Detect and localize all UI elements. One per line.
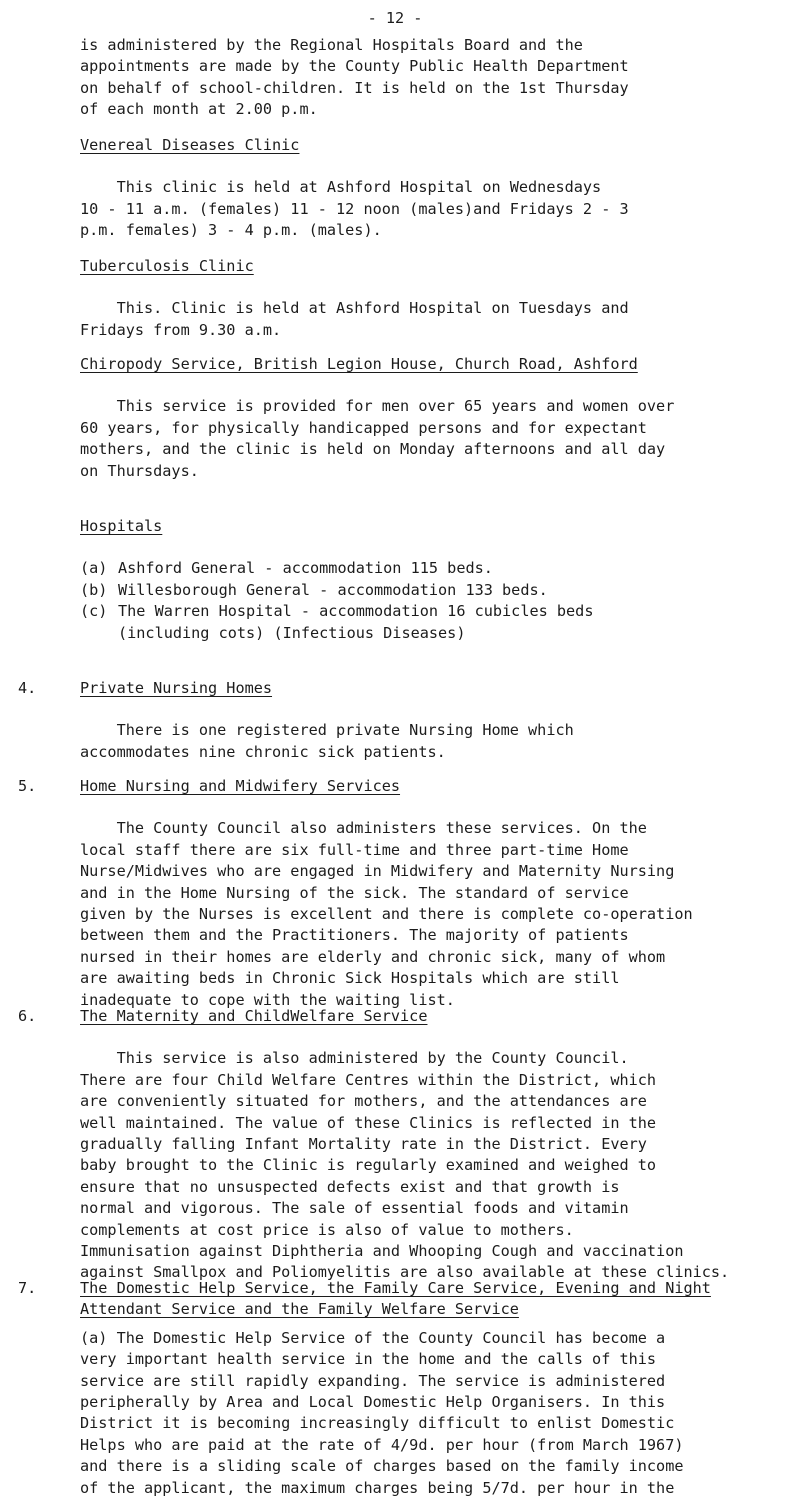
list-item — [80, 558, 780, 579]
item-continuation: (including cots) (Infectious Diseases) — [118, 623, 466, 642]
private-nursing-section — [80, 678, 780, 763]
paragraph-line: peripherally by Area and Local Domestic Help Organisers. In this — [80, 1393, 666, 1412]
paragraph-line: District it is becoming increasingly difficult to enlist Domestic — [80, 1414, 675, 1433]
paragraph-line: complements at cost price is also of value to mothers. — [80, 1220, 574, 1239]
paragraph-line: There are four Child Welfare Centres within the District, which — [80, 1070, 657, 1089]
paragraph-line: p.m. females) 3 - 4 p.m. (males). — [80, 221, 382, 240]
paragraph-line: This service is also administered by the County Council. — [80, 1049, 629, 1068]
intro-line: on behalf of school-children. It is held on the 1st Thursday — [80, 78, 629, 97]
paragraph-line: and in the Home Nursing of the sick. The standard of service — [80, 883, 629, 902]
paragraph-line: gradually falling Infant Mortality rate in the District. Every — [80, 1135, 647, 1154]
section-heading: The Maternity and ChildWelfare Service — [80, 1007, 428, 1025]
paragraph-line: nursed in their homes are elderly and chronic sick, many of whom — [80, 947, 666, 966]
paragraph-line: ensure that no unsuspected defects exist and that growth is — [80, 1177, 620, 1196]
section-heading: Tuberculosis Clinic — [80, 257, 254, 275]
domestic-help-section — [80, 1278, 780, 1499]
vd-section — [80, 135, 780, 242]
paragraph-line: This clinic is held at Ashford Hospital on Wednesdays — [80, 178, 602, 197]
section-number: 5. — [18, 777, 37, 795]
item-text: Willesborough General - accommodation 133 beds. — [118, 580, 548, 599]
paragraph-line: Immunisation against Diphtheria and Whooping Cough and vaccination — [80, 1242, 684, 1261]
section-number: 6. — [18, 1007, 37, 1025]
paragraph-line: against Smallpox and Poliomyelitis are also available at these clinics. — [80, 1263, 730, 1282]
section-heading: Attendant Service and the Family Welfare Service — [80, 1300, 519, 1319]
section-heading: The Domestic Help Service, the Family Care Service, Evening and Night — [80, 1279, 711, 1297]
hospital-list — [80, 558, 780, 644]
section-heading: Venereal Diseases Clinic — [80, 136, 300, 154]
list-item — [80, 580, 780, 601]
paragraph-line: normal and vigorous. The sale of essential foods and vitamin — [80, 1199, 629, 1218]
paragraph-line: very important health service in the home and the calls of this — [80, 1350, 657, 1369]
paragraph-line: accommodates nine chronic sick patients. — [80, 742, 446, 761]
paragraph-line: This service is provided for men over 65 years and women over — [80, 397, 675, 416]
intro-line: is administered by the Regional Hospitals Board and the — [80, 36, 583, 54]
paragraph-line: This. Clinic is held at Ashford Hospital on Tuesdays and — [80, 299, 629, 318]
section-heading: Private Nursing Homes — [80, 679, 273, 697]
paragraph-line: well maintained. The value of these Clinics is reflected in the — [80, 1113, 657, 1132]
item-label: (b) — [80, 580, 108, 599]
item-text: Ashford General - accommodation 115 beds. — [118, 559, 493, 578]
paragraph-line: on Thursdays. — [80, 461, 199, 480]
tb-section — [80, 256, 780, 341]
paragraph-line: are awaiting beds in Chronic Sick Hospitals which are still — [80, 969, 620, 988]
item-text: The Warren Hospital - accommodation 16 cubicles beds — [118, 602, 594, 621]
hospitals-section — [80, 516, 780, 644]
paragraph-line: The County Council also administers these services. On the — [80, 819, 647, 838]
page-number: - 12 - — [367, 9, 423, 27]
paragraph-line: There is one registered private Nursing Home which — [80, 721, 574, 740]
paragraph-line: Fridays from 9.30 a.m. — [80, 320, 282, 339]
paragraph-line: local staff there are six full-time and three part-time Home — [80, 840, 629, 859]
paragraph-line: baby brought to the Clinic is regularly examined and weighed to — [80, 1156, 657, 1175]
paragraph-line: are conveniently situated for mothers, and the attendances are — [80, 1092, 647, 1111]
paragraph-line: between them and the Practitioners. The majority of patients — [80, 926, 629, 945]
section-heading: Hospitals — [80, 517, 163, 535]
item-label: (a) — [80, 559, 108, 578]
chiropody-section — [80, 354, 780, 482]
maternity-section — [80, 1006, 780, 1284]
section-number: 7. — [18, 1279, 37, 1297]
section-number: 4. — [18, 679, 37, 697]
intro-line: of each month at 2.00 p.m. — [80, 100, 318, 119]
paragraph-line: 60 years, for physically handicapped persons and for expectant — [80, 418, 647, 437]
intro-line: appointments are made by the County Public Health Department — [80, 57, 629, 76]
item-label: (c) — [80, 602, 108, 621]
paragraph-line: and there is a sliding scale of charges based on the family income — [80, 1457, 684, 1476]
paragraph-line: inadequate to cope with the waiting list. — [80, 990, 455, 1009]
section-heading: Chiropody Service, British Legion House, Church Road, Ashford — [80, 355, 638, 373]
paragraph-line: service are still rapidly expanding. The service is administered — [80, 1371, 666, 1390]
list-item — [80, 601, 780, 622]
home-nursing-section — [80, 776, 780, 1011]
paragraph-line: Helps who are paid at the rate of 4/9d. per hour (from March 1967) — [80, 1435, 684, 1454]
paragraph-line: Nurse/Midwives who are engaged in Midwifery and Maternity Nursing — [80, 862, 675, 881]
section-heading: Home Nursing and Midwifery Services — [80, 777, 401, 795]
intro-paragraph — [80, 35, 780, 121]
paragraph-line: 10 - 11 a.m. (females) 11 - 12 noon (males)and Fridays 2 - 3 — [80, 199, 629, 218]
paragraph-line: mothers, and the clinic is held on Monday afternoons and all day — [80, 440, 666, 459]
paragraph-line: of the applicant, the maximum charges being 5/7d. per hour in the — [80, 1478, 675, 1497]
paragraph-line: given by the Nurses is excellent and there is complete co-operation — [80, 905, 693, 924]
paragraph-line: (a) The Domestic Help Service of the County Council has become a — [80, 1328, 666, 1347]
